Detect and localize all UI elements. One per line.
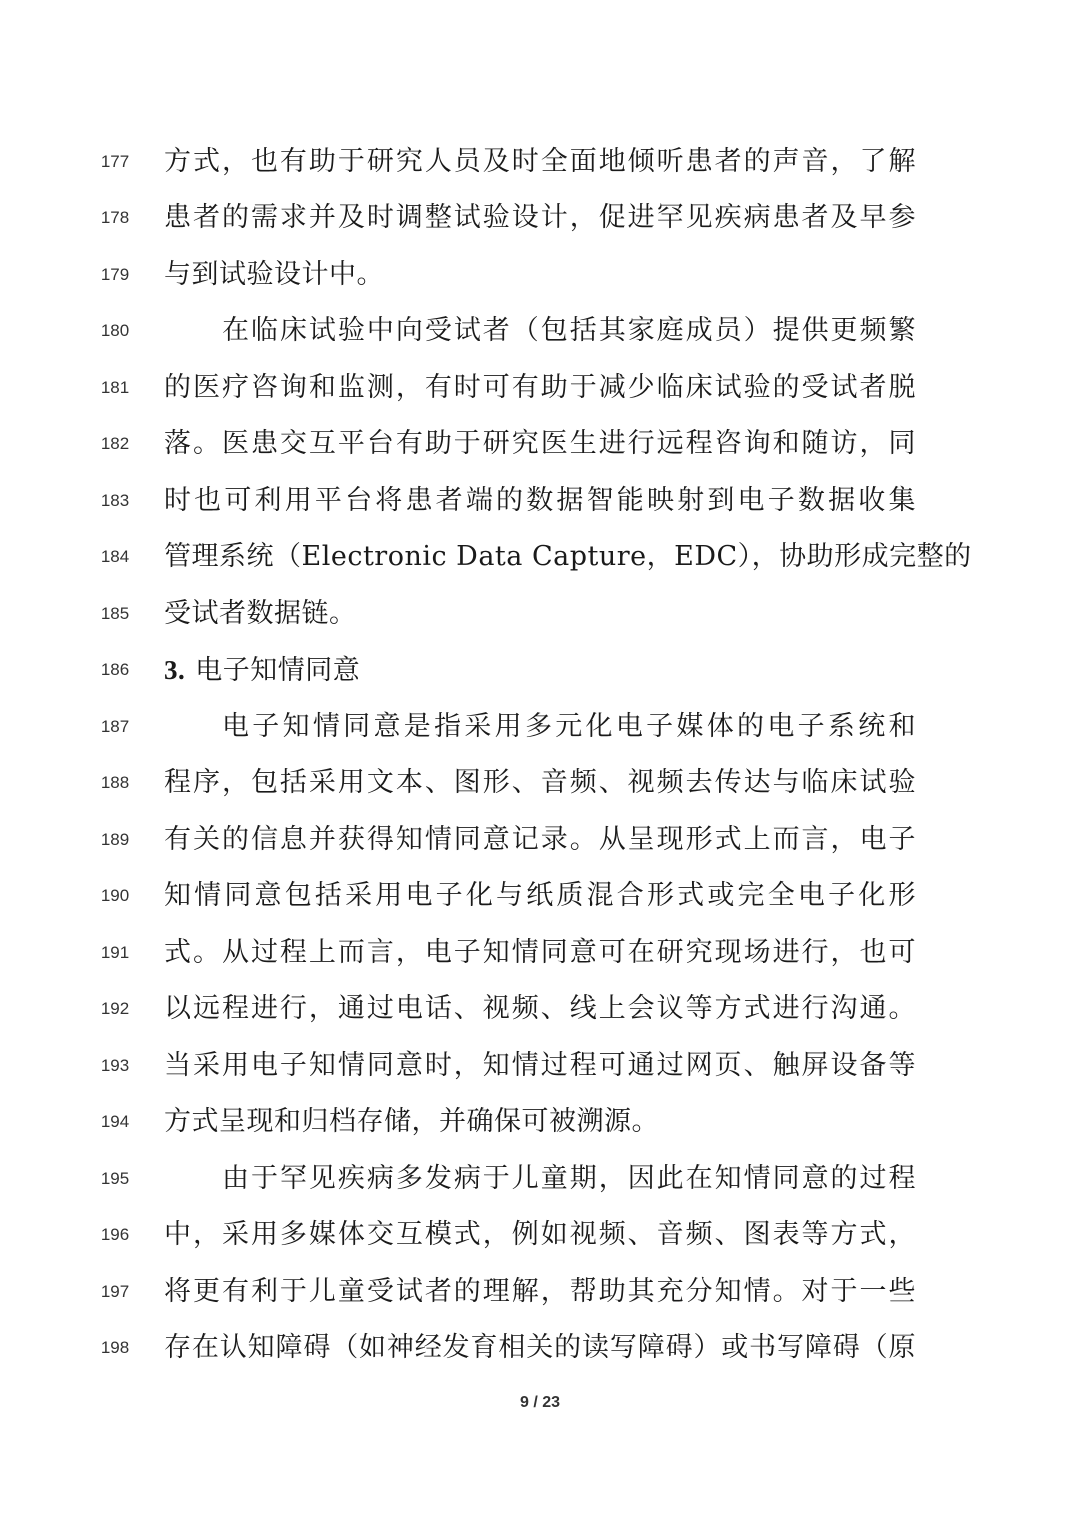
line-text: 电子知情同意是指采用多元化电子媒体的电子系统和 bbox=[222, 711, 916, 742]
line-number: 193 bbox=[100, 1056, 130, 1075]
text-line bbox=[0, 1046, 1080, 1086]
line-number: 181 bbox=[100, 378, 130, 397]
line-text: 式。从过程上而言，电子知情同意可在研究现场进行，也可 bbox=[164, 937, 916, 968]
line-number: 191 bbox=[100, 943, 130, 962]
line-number: 186 bbox=[100, 660, 130, 679]
text-line bbox=[0, 594, 1080, 634]
line-text: 将更有利于儿童受试者的理解，帮助其充分知情。对于一些 bbox=[164, 1276, 916, 1307]
text-line bbox=[0, 763, 1080, 803]
text-line bbox=[0, 820, 1080, 860]
line-number: 183 bbox=[100, 491, 130, 510]
line-number: 192 bbox=[100, 999, 130, 1018]
line-number: 189 bbox=[100, 830, 130, 849]
text-line bbox=[0, 255, 1080, 295]
line-text: 患者的需求并及时调整试验设计，促进罕见疾病患者及早参 bbox=[164, 202, 916, 233]
line-number: 198 bbox=[100, 1338, 130, 1357]
heading-number: 3. bbox=[164, 655, 186, 685]
line-number: 185 bbox=[100, 604, 130, 623]
line-text: 与到试验设计中。 bbox=[164, 259, 384, 290]
line-text: 落。医患交互平台有助于研究医生进行远程咨询和随访，同 bbox=[164, 428, 916, 459]
line-number: 179 bbox=[100, 265, 130, 284]
line-number: 182 bbox=[100, 434, 130, 453]
line-number: 180 bbox=[100, 321, 130, 340]
line-text: 程序，包括采用文本、图形、音频、视频去传达与临床试验 bbox=[164, 767, 916, 798]
heading-text bbox=[164, 650, 916, 691]
text-line bbox=[0, 368, 1080, 408]
line-text: 时也可利用平台将患者端的数据智能映射到电子数据收集 bbox=[164, 485, 916, 516]
line-text: 知情同意包括采用电子化与纸质混合形式或完全电子化形 bbox=[164, 880, 916, 911]
page-number: 9 / 23 bbox=[519, 1394, 561, 1411]
text-line bbox=[0, 1102, 1080, 1142]
line-text: 方式，也有助于研究人员及时全面地倾听患者的声音，了解 bbox=[164, 146, 916, 177]
line-text: 存在认知障碍（如神经发育相关的读写障碍）或书写障碍（原 bbox=[164, 1332, 916, 1363]
line-text: 以远程进行，通过电话、视频、线上会议等方式进行沟通。 bbox=[164, 993, 916, 1024]
text-line bbox=[0, 1272, 1080, 1312]
text-line bbox=[0, 1215, 1080, 1255]
line-text: 的医疗咨询和监测，有时可有助于减少临床试验的受试者脱 bbox=[164, 372, 916, 403]
line-text: 中，采用多媒体交互模式，例如视频、音频、图表等方式， bbox=[164, 1219, 916, 1250]
text-line bbox=[0, 1159, 1080, 1199]
line-number: 177 bbox=[100, 152, 130, 171]
line-text: 由于罕见疾病多发病于儿童期，因此在知情同意的过程 bbox=[222, 1163, 916, 1194]
line-number: 196 bbox=[100, 1225, 130, 1244]
text-line bbox=[0, 481, 1080, 521]
line-text: 当采用电子知情同意时，知情过程可通过网页、触屏设备等 bbox=[164, 1050, 916, 1081]
line-text: 受试者数据链。 bbox=[164, 598, 357, 629]
line-text: 有关的信息并获得知情同意记录。从呈现形式上而言，电子 bbox=[164, 824, 916, 855]
line-number: 187 bbox=[100, 717, 130, 736]
text-line bbox=[0, 876, 1080, 916]
line-number: 188 bbox=[100, 773, 130, 792]
text-line bbox=[0, 198, 1080, 238]
line-text: 在临床试验中向受试者（包括其家庭成员）提供更频繁 bbox=[222, 315, 916, 346]
text-line bbox=[0, 311, 1080, 351]
line-number: 178 bbox=[100, 208, 130, 227]
section-heading bbox=[0, 650, 1080, 690]
text-line bbox=[0, 707, 1080, 747]
line-number: 184 bbox=[100, 547, 130, 566]
text-line bbox=[0, 142, 1080, 182]
line-number: 195 bbox=[100, 1169, 130, 1188]
heading-title: 电子知情同意 bbox=[195, 655, 361, 686]
line-text: 方式呈现和归档存储，并确保可被溯源。 bbox=[164, 1106, 659, 1137]
text-line bbox=[0, 989, 1080, 1029]
text-line bbox=[0, 537, 1080, 577]
text-line bbox=[0, 1328, 1080, 1368]
line-number: 190 bbox=[100, 886, 130, 905]
text-line bbox=[0, 424, 1080, 464]
line-number: 194 bbox=[100, 1112, 130, 1131]
line-number: 197 bbox=[100, 1282, 130, 1301]
text-line bbox=[0, 933, 1080, 973]
line-text: 管理系统（Electronic Data Capture，EDC），协助形成完整的 bbox=[164, 541, 972, 572]
